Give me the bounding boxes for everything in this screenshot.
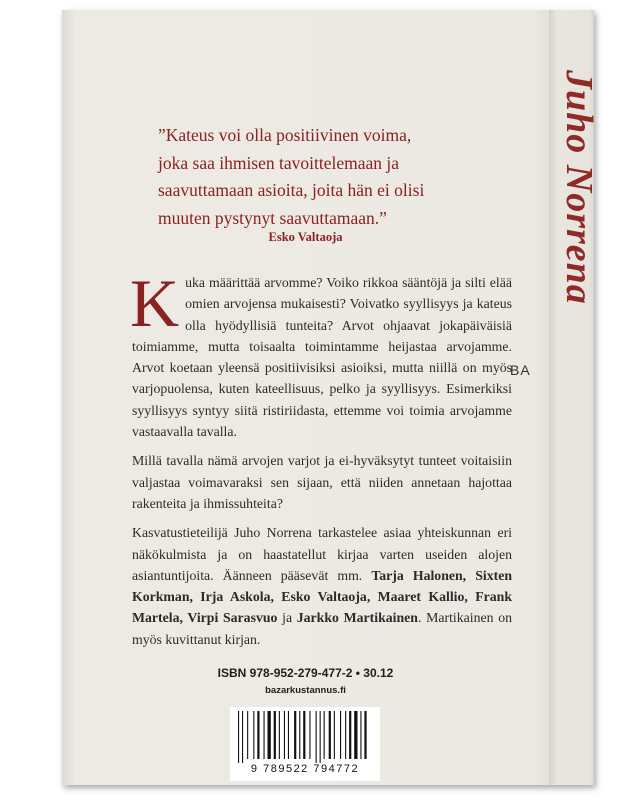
blurb-paragraph-1 xyxy=(130,265,512,442)
conjunction: ja xyxy=(277,610,297,626)
quote-line: ”Kateus voi olla positiivinen voima, xyxy=(158,125,412,145)
back-cover-panel xyxy=(62,10,549,785)
blurb-paragraph-3-start: Kasvatustieteilijä Juho Norrena tarkastelee asiaa yhteiskunnan eri näkökulmista ja on haastatellut kirjaa varten useiden alojen asiantuntijoita. Äänneen pääsevät mm. xyxy=(132,525,512,583)
quote xyxy=(158,122,498,232)
barcode-bars xyxy=(236,711,374,763)
blurb xyxy=(130,265,512,658)
interviewee-last: Jarkko Martikainen xyxy=(296,610,418,626)
blurb-paragraph-2: Millä tavalla nämä arvojen varjot ja ei-hyväksytyt tunteet voitaisiin valjastaa voimavaraksi sen sijaan, että niiden annetaan hajottaa rakenteita ja ihmissuhteita? xyxy=(132,453,512,511)
quote-line: saavuttamaan asioita, joita hän ei olisi xyxy=(158,180,425,200)
quote-line: joka saa ihmisen tavoittelemaan ja xyxy=(158,152,400,173)
blurb-paragraph-3-end: . Martikainen on myös kuvittanut kirjan. xyxy=(132,610,512,647)
barcode-number: 9 789522 794772 xyxy=(250,763,360,775)
blurb-paragraph-3 xyxy=(132,522,512,650)
blurb-paragraph-1-text: uka määrittää arvomme? Voiko rikkoa sääntöjä ja silti elää omien arvojensa mukaisesti? Voivatko syyllisyys ja kateus olla hyödyllisiä tunteita? Arvot ohjaavat jokapäiväisiä toimiamme, mutta toisaalta toimintamme heijastaa arvojamme. Arvot koetaan yleensä positiivisiksi asioiksi, mutta niillä on myös varjopuolensa, kuten kateellisuus, pelko ja syyllisyys. Esimerkiksi syyllisyys syntyy siitä ristiriidasta, ettemme voi toimia arvojamme vastaavalla tavalla. xyxy=(132,275,512,440)
publisher-website: bazarkustannus.fi xyxy=(265,685,346,696)
book-back-cover xyxy=(62,10,600,785)
quote-line: muuten pystynyt saavuttamaan.” xyxy=(158,207,387,228)
spine-publisher-mark: BA xyxy=(510,362,531,378)
isbn-line: ISBN 978-952-279-477-2 • 30.12 xyxy=(217,666,394,680)
barcode xyxy=(230,707,380,781)
interviewee-names: Tarja Halonen, Sixten Korkman, Irja Askola, Esko Valtaoja, Maaret Kallio, Frank Martela, Virpi Sarasvuo xyxy=(132,567,512,626)
drop-cap: K xyxy=(130,265,180,341)
quote-author: Esko Valtaoja xyxy=(268,230,343,244)
spine-title: Juho Norrena xyxy=(558,70,600,305)
book-spine xyxy=(549,10,600,785)
